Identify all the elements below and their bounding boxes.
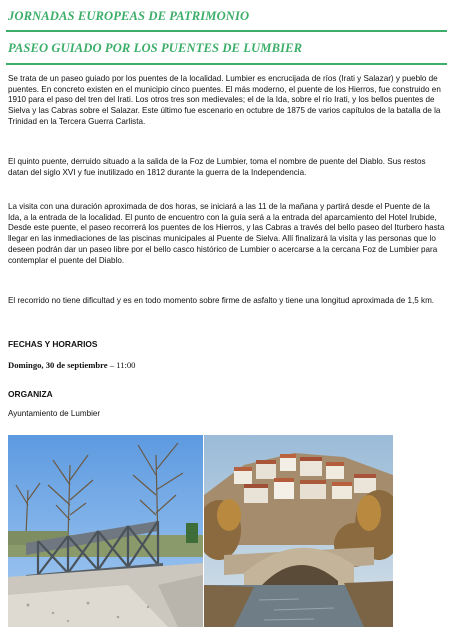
event-series-title: JORNADAS EUROPEAS DE PATRIMONIO bbox=[8, 9, 250, 23]
event-title: PASEO GUIADO POR LOS PUENTES DE LUMBIER bbox=[8, 41, 303, 55]
schedule-separator: – bbox=[107, 360, 117, 370]
title-divider bbox=[6, 30, 447, 32]
iron-bridge-illustration bbox=[8, 435, 203, 627]
organizer-name: Ayuntamiento de Lumbier bbox=[8, 409, 101, 418]
subtitle-divider bbox=[6, 63, 447, 65]
organizer-heading: ORGANIZA bbox=[8, 389, 53, 399]
stone-bridge-illustration bbox=[204, 435, 393, 627]
route-difficulty-paragraph: El recorrido no tiene dificultad y es en todo momento sobre firme de asfalto y tiene una longitud aproximada de 1,5 km. bbox=[8, 296, 435, 305]
schedule-time: 11:00 bbox=[116, 360, 136, 370]
visit-details-paragraph: La visita con una duración aproximada de dos horas, se iniciará a las 11 de la mañana y partirá desde el Puente de la Ida, a la entrada de la localidad. El punto de encuentro con la guía será a la entrada del aparcamiento del Hotel Irubide, Desde este puente, el paseo recorrerá los puentes de los Hierros, y las Cabras a través del bello paseo del Iturbero hasta llegar en las inmediaciones de las piscinas municipales al Puente de Sielva. Allí finalizará la visita y las personas que lo deseen podrán dar un paseo libre por el bello casco histórico de Lumbier o acercarse a la cercana Foz de Lumbier para contemplar el puente del Diablo. bbox=[8, 202, 445, 265]
devil-bridge-paragraph: El quinto puente, derruido situado a la salida de la Foz de Lumbier, toma el nombre de puente del Diablo. Sus restos datan del siglo XVI y fue inutilizado en 1812 durante la guerra de la Independencia. bbox=[8, 157, 426, 177]
schedule-date: Domingo, 30 de septiembre bbox=[8, 360, 108, 370]
schedule-line bbox=[8, 360, 135, 370]
stone-arch-bridge-photo bbox=[204, 435, 393, 627]
intro-paragraph: Se trata de un paseo guiado por los puentes de la localidad. Lumbier es encrucijada de ríos (Irati y Salazar) y pueblo de puentes. En concreto existen en el municipio cinco puentes. El más moderno, el puente de los Hierros, fue construido en 1910 para el paso del tren del Irati. Los otros tres son medievales; el de la Ida, sobre el río Irati, y los bellos puentes de Sielva y las Cabras sobre el Salazar. Este último fue escenario en octubre de 1875 de varios capítulos de la batalla de la Trinidad en la Tercera Guerra Carlista. bbox=[8, 74, 441, 126]
schedule-heading: FECHAS Y HORARIOS bbox=[8, 339, 98, 349]
iron-bridge-photo bbox=[8, 435, 203, 627]
